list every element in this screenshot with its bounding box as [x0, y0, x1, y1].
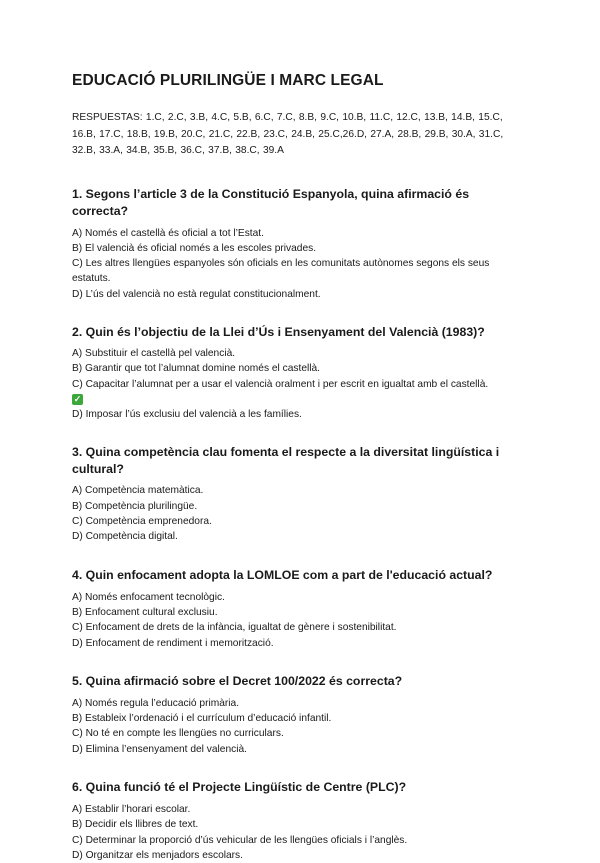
option-a: A) Només enfocament tecnològic.: [72, 591, 225, 603]
check-mark-row: [72, 392, 528, 407]
question-title: 3. Quina competència clau fomenta el respecte a la diversitat lingüística i cultural?: [72, 445, 500, 477]
option-d: D) L’ús del valencià no està regulat constitucionalment.: [72, 288, 321, 300]
option-c: C) Competència emprenedora.: [72, 516, 212, 528]
option-d: D) Imposar l’ús exclusiu del valencià a les famílies.: [72, 409, 302, 421]
option-d: D) Organitzar els menjadors escolars.: [72, 849, 243, 861]
option-b: B) Garantir que tot l’alumnat domine només el castellà.: [72, 363, 321, 375]
check-mark-icon: ✓: [73, 393, 82, 404]
document-title: EDUCACIÓ PLURILINGÜE I MARC LEGAL: [72, 72, 384, 89]
option-b: B) El valencià és oficial només a les escoles privades.: [72, 242, 317, 254]
option-d: D) Competència digital.: [72, 531, 178, 543]
option-c: C) Les altres llengües espanyoles són oficials en les comunitats autònomes segons els seus estatuts.: [72, 258, 490, 285]
question-1: [72, 186, 528, 302]
option-b: B) Decidir els llibres de text.: [72, 819, 199, 831]
question-3: [72, 444, 528, 544]
option-a: A) Substituir el castellà pel valencià.: [72, 347, 236, 359]
option-a: A) Només el castellà és oficial a tot l’Estat.: [72, 227, 264, 239]
question-title: 6. Quina funció té el Projecte Lingüístic de Centre (PLC)?: [72, 780, 407, 795]
option-a: A) Competència matemàtica.: [72, 485, 204, 497]
option-d: D) Enfocament de rendiment i memorització.: [72, 637, 274, 649]
option-b: B) Estableix l’ordenació i el currículum d’educació infantil.: [72, 713, 332, 725]
option-b: B) Enfocament cultural exclusiu.: [72, 606, 218, 618]
question-5: [72, 673, 528, 757]
question-title: 4. Quin enfocament adopta la LOMLOE com a part de l'educació actual?: [72, 567, 493, 582]
option-b: B) Competència plurilingüe.: [72, 500, 198, 512]
option-c: C) Capacitar l’alumnat per a usar el valencià oralment i per escrit en igualtat amb el castellà.: [72, 378, 489, 390]
question-6: [72, 779, 528, 863]
option-a: A) Només regula l’educació primària.: [72, 697, 240, 709]
question-title: 5. Quina afirmació sobre el Decret 100/2022 és correcta?: [72, 673, 403, 688]
option-c: C) Determinar la proporció d’ús vehicular de les llengües oficials i l’anglès.: [72, 834, 408, 846]
option-c: C) No té en compte les llengües no curriculars.: [72, 728, 284, 740]
question-title: 1. Segons l’article 3 de la Constitució Espanyola, quina afirmació és correcta?: [72, 186, 470, 218]
option-c: C) Enfocament de drets de la infància, igualtat de gènere i sostenibilitat.: [72, 622, 397, 634]
answer-key: RESPUESTAS: 1.C, 2.C, 3.B, 4.C, 5.B, 6.C, 7.C, 8.B, 9.C, 10.B, 11.C, 12.C, 13.B, 14.B, 15.C, 16.B, 17.C, 18.B, 19.B, 20.C, 21.C, 22.B, 23.C, 24.B, 25.C,26.D, 27.A, 28.B, 29.B, 30.A, 31.C, 32.B, 33.A, 34.B, 35.B, 36.C, 37.B, 38.C, 39.A: [72, 112, 504, 156]
question-4: [72, 567, 528, 651]
option-d: D) Elimina l’ensenyament del valencià.: [72, 743, 247, 755]
option-a: A) Establir l’horari escolar.: [72, 804, 191, 816]
question-2: [72, 324, 528, 422]
question-title: 2. Quin és l’objectiu de la Llei d’Ús i Ensenyament del Valencià (1983)?: [72, 324, 485, 339]
